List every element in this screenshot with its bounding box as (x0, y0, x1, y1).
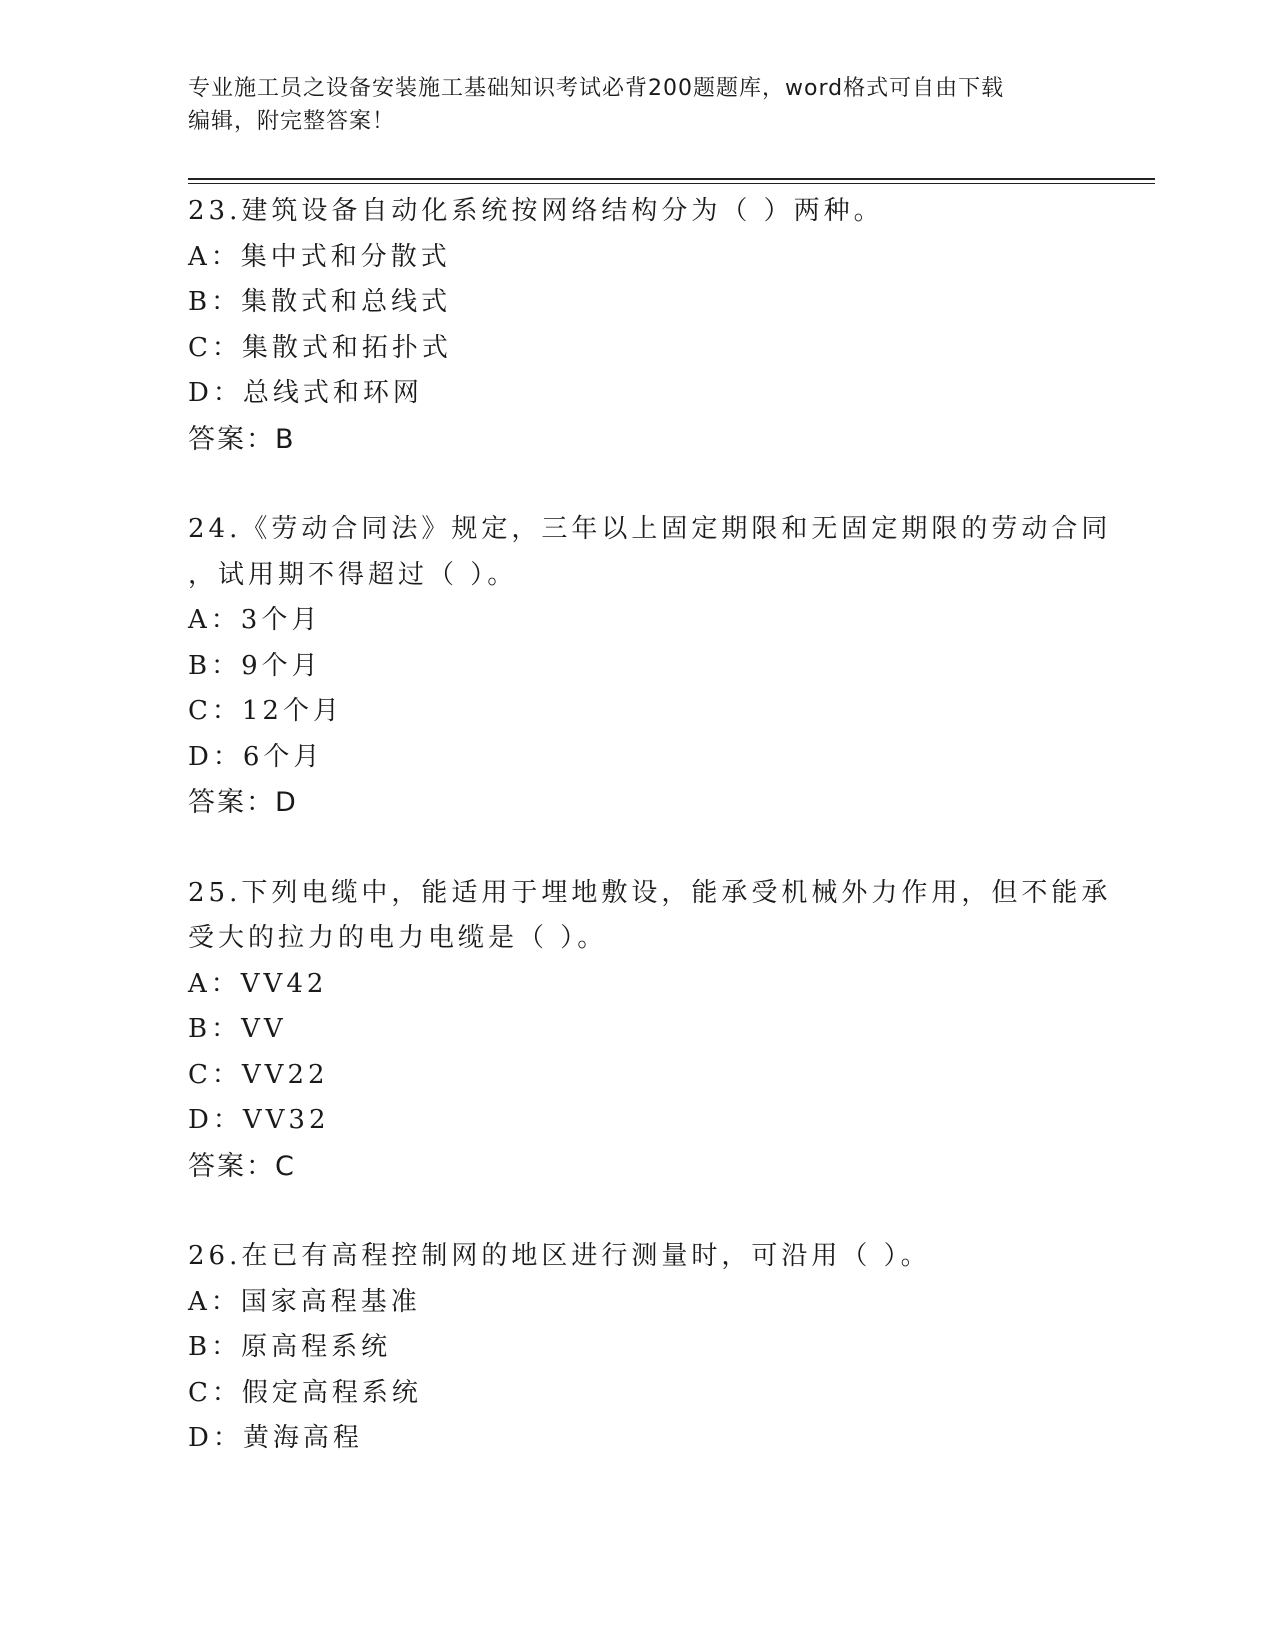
option-d: D：VV32 (188, 1105, 330, 1135)
option-a: A：国家高程基准 (188, 1286, 421, 1317)
question-stem-continued: 受大的拉力的电力电缆是（ ）。 (188, 923, 608, 953)
header-rule-thin (188, 183, 1155, 184)
question-list (188, 189, 1112, 1507)
option-c: C：假定高程系统 (188, 1377, 422, 1408)
question-25 (188, 871, 1112, 1190)
question-stem: 23.建筑设备自动化系统按网络结构分为（ ）两种。 (188, 196, 884, 226)
answer-line: 答案：C (188, 1150, 296, 1182)
document-header (188, 72, 1088, 138)
question-stem: 26.在已有高程控制网的地区进行测量时，可沿用（ ）。 (188, 1241, 931, 1271)
option-b: B：原高程系统 (188, 1332, 392, 1362)
question-24 (188, 507, 1112, 826)
option-d: D：黄海高程 (188, 1423, 363, 1453)
header-line-1: 专业施工员之设备安装施工基础知识考试必背200题题库，word格式可自由下载 (188, 76, 1005, 101)
option-a: A：集中式和分散式 (188, 241, 451, 272)
question-stem-continued: ，试用期不得超过（ ）。 (188, 559, 518, 590)
question-stem: 25.下列电缆中，能适用于埋地敷设，能承受机械外力作用，但不能承 (188, 877, 1112, 908)
option-c: C：VV22 (188, 1059, 329, 1090)
option-b: B：集散式和总线式 (188, 287, 452, 317)
question-26 (188, 1234, 1088, 1462)
answer-line: 答案：D (188, 787, 298, 818)
question-23 (188, 189, 1088, 462)
option-c: C：集散式和拓扑式 (188, 332, 452, 363)
header-rule-thick (188, 178, 1155, 180)
option-d: D：总线式和环网 (188, 378, 423, 408)
option-c: C：12个月 (188, 696, 343, 726)
option-b: B：9个月 (188, 650, 322, 681)
option-d: D：6个月 (188, 741, 324, 772)
header-line-2: 编辑，附完整答案！ (188, 109, 396, 134)
option-a: A：3个月 (188, 605, 322, 635)
question-stem: 24.《劳动合同法》规定，三年以上固定期限和无固定期限的劳动合同 (188, 514, 1112, 544)
answer-line: 答案：B (188, 423, 296, 455)
option-b: B：VV (188, 1014, 287, 1044)
option-a: A：VV42 (188, 968, 328, 999)
